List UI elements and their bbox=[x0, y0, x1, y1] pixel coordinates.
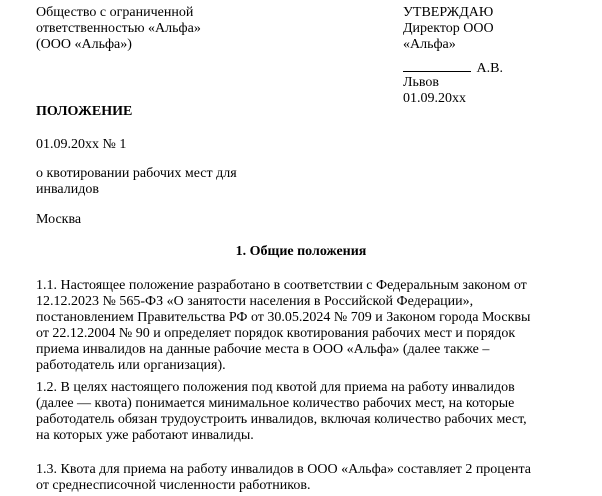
document-type: ПОЛОЖЕНИЕ bbox=[36, 104, 133, 119]
signature-blank bbox=[403, 59, 471, 72]
org-short-name: (ООО «Альфа») bbox=[36, 37, 132, 52]
paragraph-line: 1.3. Квота для приема на работу инвалидов в ООО «Альфа» составляет 2 процента bbox=[36, 462, 532, 477]
approval-title: УТВЕРЖДАЮ bbox=[403, 5, 494, 20]
paragraph-line: постановлением Правительства РФ от 30.05.2024 № 709 и Законом города Москвы bbox=[36, 310, 531, 325]
paragraph-1-3 bbox=[36, 462, 531, 494]
paragraph-line: работодатель обязан трудоустроить инвалидов, включая количество рабочих мест, bbox=[36, 412, 527, 427]
document-date-number: 01.09.20хх № 1 bbox=[36, 137, 127, 152]
approver-surname: Львов bbox=[403, 75, 440, 90]
section-heading: 1. Общие положения bbox=[235, 244, 367, 259]
paragraph-line: 1.2. В целях настоящего положения под квотой для приема на работу инвалидов bbox=[36, 380, 515, 395]
subject-line-1: о квотировании рабочих мест для bbox=[36, 166, 237, 181]
org-name-line-1: Общество с ограниченной bbox=[36, 5, 194, 20]
approver-position-line-1: Директор ООО bbox=[403, 21, 494, 36]
document-subject bbox=[36, 166, 237, 198]
approval-block bbox=[403, 5, 503, 107]
paragraph-line: (далее — квота) понимается минимальное количество рабочих мест, на которые bbox=[36, 396, 515, 411]
org-name-line-2: ответственностью «Альфа» bbox=[36, 21, 201, 36]
paragraph-line: от среднесписочной численности работников. bbox=[36, 478, 311, 493]
document-city: Москва bbox=[36, 212, 82, 227]
paragraph-line: приема инвалидов на данные рабочие места в ООО «Альфа» (далее также – bbox=[36, 342, 490, 357]
approver-position-line-2: «Альфа» bbox=[403, 37, 456, 52]
approver-initials: А.В. bbox=[476, 61, 503, 76]
paragraph-line: от 22.12.2004 № 90 и определяет порядок квотирования рабочих мест и порядок bbox=[36, 326, 516, 341]
paragraph-line: работодатель или организация). bbox=[36, 358, 226, 373]
paragraph-line: 12.12.2023 № 565-ФЗ «О занятости населения в Российской Федерации», bbox=[36, 294, 474, 309]
subject-line-2: инвалидов bbox=[36, 182, 99, 197]
organization-header bbox=[36, 5, 201, 53]
paragraph-1-1 bbox=[36, 278, 530, 374]
paragraph-1-2 bbox=[36, 380, 527, 444]
paragraph-line: 1.1. Настоящее положение разработано в соответствии с Федеральным законом от bbox=[36, 278, 527, 293]
paragraph-line: на которых уже работают инвалиды. bbox=[36, 428, 254, 443]
signature-line bbox=[403, 59, 503, 75]
approval-date: 01.09.20хх bbox=[403, 91, 466, 106]
